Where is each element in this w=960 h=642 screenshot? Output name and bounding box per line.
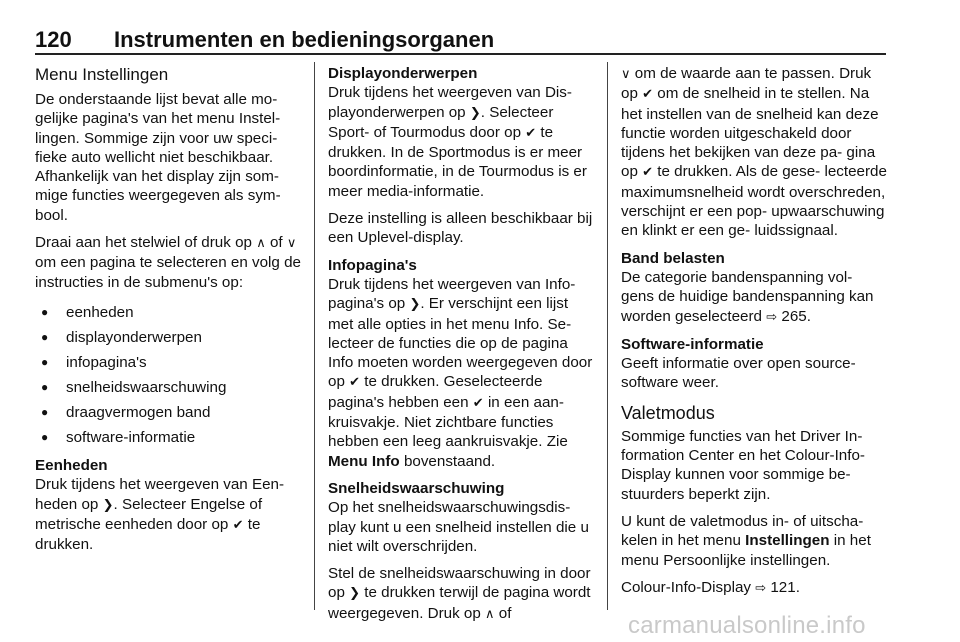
header-rule: [35, 53, 886, 55]
watermark: carmanualsonline.info: [628, 612, 866, 639]
page-reference-link[interactable]: 265.: [781, 307, 811, 325]
section-heading-menu-instellingen: Menu Instellingen: [35, 65, 169, 84]
display-paragraph: Druk tijdens het weergeven van Dis- playonderwerpen op ❯. Selecteer Sport- of Tourmodus door op ✔ te drukken. In de Sportmodus is er meer boordinformatie, in de Tourmodus is er meer media-informatie.: [328, 84, 587, 200]
list-item: ● displayonderwerpen: [35, 325, 301, 350]
instellingen-menu-reference: Instellingen: [745, 532, 830, 550]
speed-paragraph-1: Op het snelheidswaarschuwingsdis- play kunt u een snelheid instellen die u niet wilt overschrijden.: [328, 499, 589, 555]
checkmark-icon: ✔: [642, 87, 654, 103]
checkmark-icon: ✔: [642, 165, 654, 181]
page-number: 120: [35, 27, 72, 52]
checkmark-icon: ✔: [232, 517, 244, 533]
software-paragraph: Geeft informatie over open source- software weer.: [621, 355, 856, 392]
subheading-displayonderwerpen: Displayonderwerpen: [328, 65, 478, 82]
chevron-right-icon: ❯: [349, 586, 361, 602]
speed-paragraph-2: Stel de snelheidswaarschuwing in door op ❯ te drukken terwijl de pagina wordt weergegeven. Druk op ∧ of: [328, 565, 591, 622]
chevron-right-icon: ❯: [469, 105, 481, 121]
column-divider: [607, 62, 608, 610]
chevron-up-icon: ∧: [256, 236, 266, 252]
speed-section: [328, 479, 594, 624]
list-item: ● draagvermogen band: [35, 400, 301, 425]
subheading-infopaginas: Infopagina's: [328, 256, 417, 274]
units-section: [35, 456, 301, 554]
tyre-paragraph: De categorie bandenspanning vol- gens de huidige bandenspanning kan worden geselecteerd ⇨ 265.: [621, 268, 874, 325]
tyre-section: [621, 249, 889, 327]
chevron-up-icon: ∧: [485, 606, 495, 622]
list-item: ● eenheden: [35, 300, 301, 325]
menu-info-reference: Menu Info: [328, 452, 400, 470]
speed-continued: ∨ om de waarde aan te passen. Druk op ✔ om de snelheid in te stellen. Na het instellen van de snelheid kan deze functie worden uitgeschakeld door tijdens het bekijken van deze pa- gina op ✔ te drukken. Als de gese- lecteerde maximumsnelheid wordt overschreden, verschijnt er een pop- upwaarschuwing en klinkt er een ge- luidssignaal.: [621, 65, 887, 240]
page-reference-link[interactable]: 121.: [770, 578, 800, 596]
info-paragraph: Druk tijdens het weergeven van Info- pagina's op ❯. Er verschijnt een lijst met alle opties in het menu Info. Se- lecteer de functies die op de pagina Info moeten worden weergegeven door op ✔ te drukken. Geselecteerde pagina's hebben een ✔ in een aan- kruisvakje. Niet zichtbare functies hebben een leeg aankruisvakje. Zie Menu Info bovenstaand.: [328, 275, 593, 470]
reference-arrow-icon: ⇨: [755, 580, 767, 596]
software-section: [621, 335, 889, 393]
subheading-software-informatie: Software-informatie: [621, 335, 764, 353]
display-note: Deze instelling is alleen beschikbaar bij een Uplevel-display.: [328, 210, 593, 247]
column-divider: [314, 62, 315, 610]
valet-paragraph-2: U kunt de valetmodus in- of uitscha- kelen in het menu Instellingen in het menu Persoonlijke instellingen.: [621, 512, 871, 569]
subheading-band-belasten: Band belasten: [621, 249, 725, 267]
valet-section: [621, 401, 889, 598]
checkmark-icon: ✔: [525, 125, 537, 141]
column-1: [35, 64, 301, 562]
list-item: ● infopagina's: [35, 350, 301, 375]
checkmark-icon: ✔: [472, 395, 484, 411]
intro-paragraph: De onderstaande lijst bevat alle mo- gelijke pagina's van het menu Instel- lingen. Sommige zijn voor uw speci- fieke auto wellicht niet beschikbaar. Afhankelijk van het display zijn som- mige functies weergegeven als sym- bool.: [35, 91, 281, 224]
page-header: [35, 27, 885, 53]
section-heading-valetmodus: Valetmodus: [621, 402, 715, 423]
subheading-snelheidswaarschuwing: Snelheidswaarschuwing: [328, 479, 505, 497]
subheading-eenheden: Eenheden: [35, 456, 108, 474]
units-paragraph: Druk tijdens het weergeven van Een- heden op ❯. Selecteer Engelse of metrische eenheden door op ✔ te drukken.: [35, 476, 285, 554]
settings-list: [35, 300, 301, 450]
page-title: Instrumenten en bedieningsorganen: [114, 27, 495, 52]
turn-instruction: Draai aan het stelwiel of druk op ∧ of ∨ om een pagina te selecteren en volg de instructies in de submenu's op:: [35, 234, 301, 291]
valet-paragraph-1: Sommige functies van het Driver In- formation Center en het Colour-Info- Display kunnen voor sommige be- stuurders beperkt zijn.: [621, 427, 865, 503]
column-3: [621, 64, 889, 606]
chevron-down-icon: ∨: [621, 67, 631, 82]
valet-reference: Colour-Info-Display ⇨ 121.: [621, 578, 800, 596]
chevron-down-icon: ∨: [286, 236, 297, 252]
checkmark-icon: ✔: [349, 375, 361, 391]
reference-arrow-icon: ⇨: [766, 309, 778, 325]
list-item: ● snelheidswaarschuwing: [35, 375, 301, 400]
chevron-right-icon: ❯: [102, 497, 114, 513]
info-section: [328, 256, 594, 471]
list-item: ● software-informatie: [35, 425, 301, 450]
chevron-right-icon: ❯: [409, 297, 421, 313]
column-2: [328, 64, 594, 632]
